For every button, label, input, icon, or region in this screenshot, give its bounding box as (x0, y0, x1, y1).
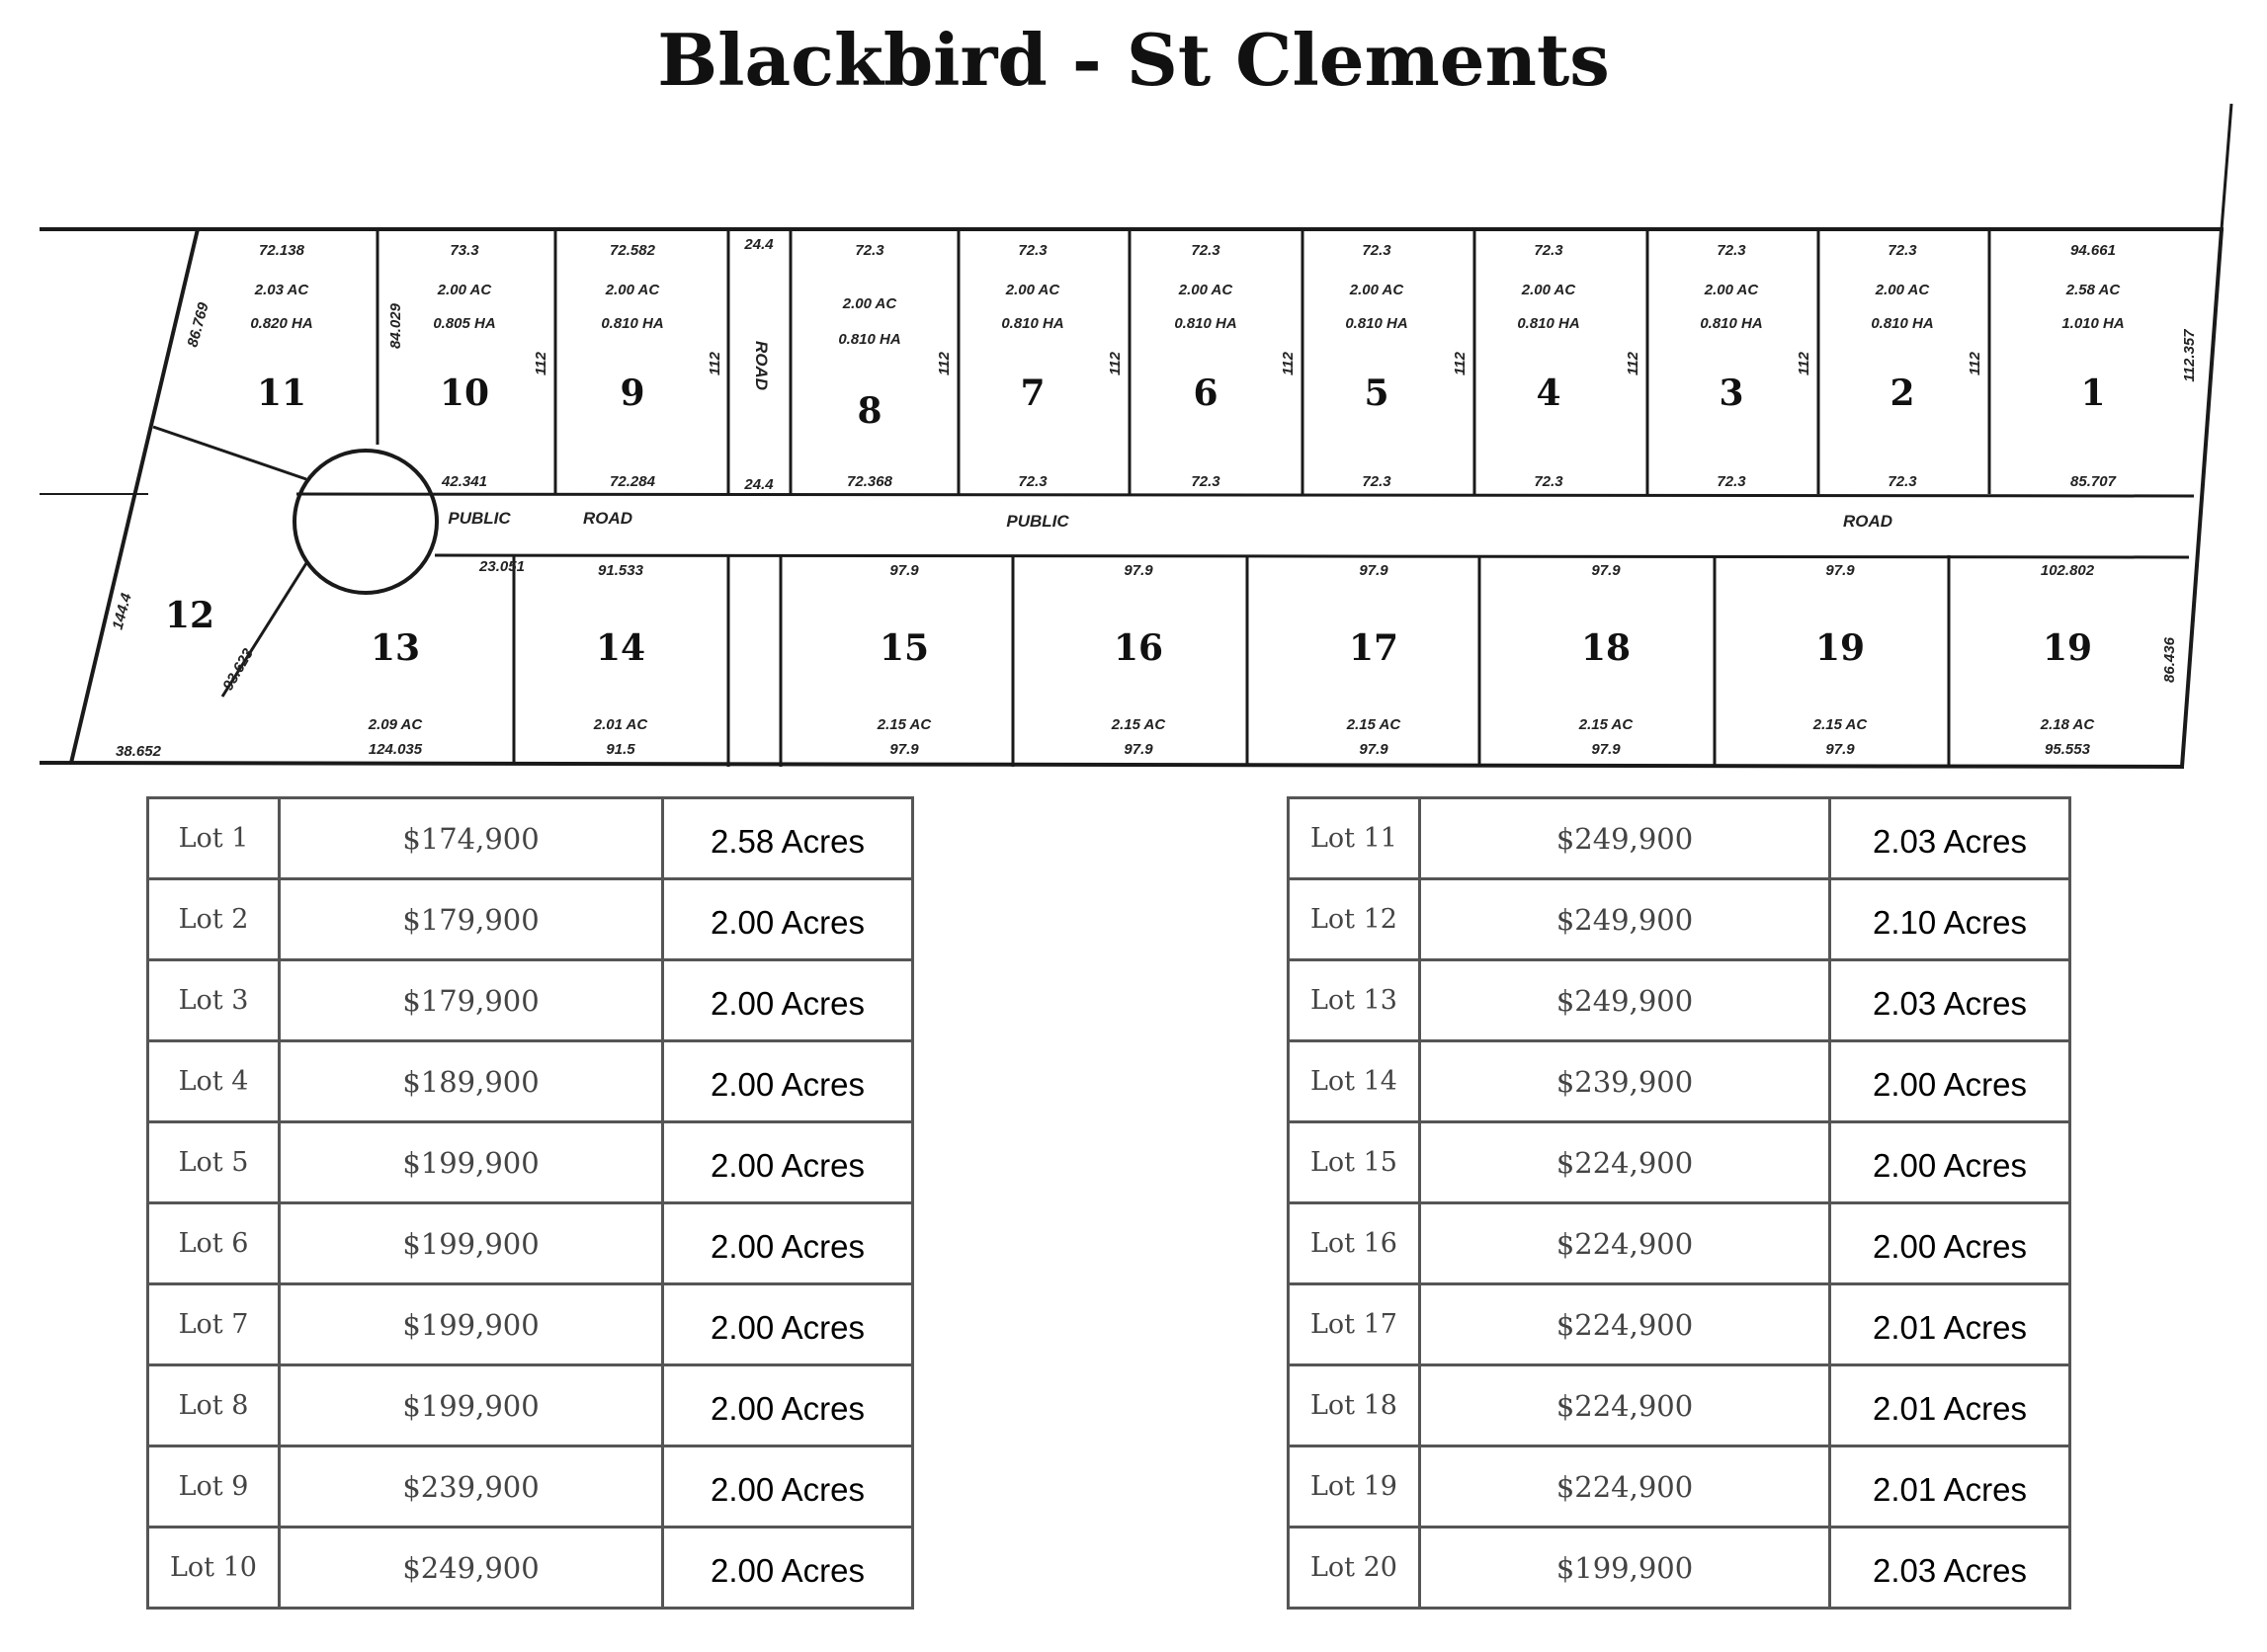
lot-area-acres: 2.00 AC (1349, 282, 1404, 298)
lot-number: 8 (857, 390, 882, 432)
lot-label: Lot 10 (148, 1528, 280, 1609)
lot-rear-dimension: 85.707 (2070, 473, 2116, 490)
road-label: PUBLIC (1006, 512, 1069, 531)
lot-area-acres: 2.00 AC (1521, 282, 1576, 298)
lot-price: $249,900 (1420, 879, 1830, 960)
lot-number: 16 (1113, 627, 1164, 669)
lot-price: $199,900 (1420, 1528, 1830, 1609)
lot-rear-dimension: 91.5 (606, 741, 635, 758)
road-label: ROAD (752, 340, 771, 391)
lot-number: 10 (439, 372, 490, 414)
lot-area-acres: 2.00 AC (1875, 282, 1930, 298)
lot-acreage: 2.03 Acres (1830, 960, 2070, 1041)
lot-area-acres: 2.01 AC (593, 716, 648, 733)
lot-label: Lot 18 (1289, 1365, 1420, 1446)
lot-label: Lot 4 (148, 1041, 280, 1122)
lot-acreage: 2.01 Acres (1830, 1365, 2070, 1446)
south-lots-group (368, 562, 2096, 758)
lot-frontage: 73.3 (450, 242, 479, 259)
lot-area-acres: 2.00 AC (1704, 282, 1759, 298)
north-lots-group (250, 242, 2124, 490)
lot-area-acres: 2.09 AC (368, 716, 423, 733)
lot-area-acres: 2.00 AC (842, 295, 897, 312)
lot-price: $224,900 (1420, 1203, 1830, 1284)
lot-depth: 112 (533, 352, 549, 375)
lot-depth: 112 (936, 352, 953, 375)
lot-label: Lot 16 (1289, 1203, 1420, 1284)
lot-area-hectares: 0.820 HA (250, 315, 313, 332)
road-label: PUBLIC (448, 509, 511, 528)
lot-label: Lot 5 (148, 1122, 280, 1203)
lot-acreage: 2.00 Acres (663, 960, 913, 1041)
lot-number: 17 (1348, 627, 1399, 669)
page-title: Blackbird - St Clements (657, 18, 1610, 102)
lot-acreage: 2.00 Acres (1830, 1203, 2070, 1284)
lot-depth: 112 (1967, 352, 1983, 375)
lot-frontage: 72.3 (1534, 242, 1563, 259)
lot-label: Lot 14 (1289, 1041, 1420, 1122)
lot-price: $249,900 (280, 1528, 663, 1609)
lot-price: $174,900 (280, 798, 663, 879)
lot-number: 13 (370, 627, 421, 669)
table-row (1289, 1041, 2070, 1122)
lot-rear-dimension: 97.9 (889, 741, 919, 758)
lot-number: 6 (1193, 372, 1218, 414)
lot-number: 19 (2042, 627, 2093, 669)
table-row (148, 960, 913, 1041)
lot-label: Lot 2 (148, 879, 280, 960)
lot-dimension: 93.623 (219, 645, 257, 694)
table-row (1289, 1446, 2070, 1528)
lot-depth: 112 (707, 352, 723, 375)
west-boundary-line (71, 229, 198, 763)
lot-number: 12 (164, 595, 215, 636)
table-row (148, 1041, 913, 1122)
lot-area-hectares: 1.010 HA (2061, 315, 2125, 332)
lot-frontage: 72.3 (855, 242, 884, 259)
lot-price: $179,900 (280, 879, 663, 960)
lot-rear-dimension: 97.9 (1591, 741, 1621, 758)
lot11-12-line (153, 427, 306, 479)
lot-depth: 112 (1796, 352, 1812, 375)
lot-depth: 112 (1625, 352, 1641, 375)
table-row (1289, 1122, 2070, 1203)
lot-number: 19 (1814, 627, 1866, 669)
lot-area-acres: 2.03 AC (254, 282, 309, 298)
lot-label: Lot 6 (148, 1203, 280, 1284)
table-row (148, 1203, 913, 1284)
lot-acreage: 2.00 Acres (1830, 1122, 2070, 1203)
south-boundary-line (40, 763, 2184, 767)
lot-dimension: 23.051 (479, 558, 525, 575)
table-row (1289, 1203, 2070, 1284)
lot-area-hectares: 0.810 HA (1700, 315, 1763, 332)
lot-frontage: 97.9 (1591, 562, 1621, 579)
lot-area-acres: 2.15 AC (1812, 716, 1868, 733)
lot-price: $224,900 (1420, 1284, 1830, 1365)
east-lot-line (2182, 229, 2222, 767)
subdivision-plan (0, 0, 2267, 790)
lot-frontage: 97.9 (1124, 562, 1153, 579)
lot-price: $199,900 (280, 1203, 663, 1284)
lot-label: Lot 12 (1289, 879, 1420, 960)
table-row (1289, 1284, 2070, 1365)
lot-acreage: 2.00 Acres (1830, 1041, 2070, 1122)
lot-price: $249,900 (1420, 960, 1830, 1041)
lot-area-hectares: 0.810 HA (1174, 315, 1237, 332)
lot-acreage: 2.00 Acres (663, 1365, 913, 1446)
road-south-edge (435, 555, 2189, 557)
table-row (148, 1365, 913, 1446)
price-table-right (1287, 796, 2071, 1610)
table-row (148, 1446, 913, 1528)
lot-price: $224,900 (1420, 1446, 1830, 1528)
lot-price: $199,900 (280, 1122, 663, 1203)
east-boundary-line (2222, 104, 2231, 229)
lot-acreage: 2.00 Acres (663, 1284, 913, 1365)
road-label: ROAD (582, 509, 633, 528)
lot-frontage: 72.3 (1717, 242, 1746, 259)
lot-rear-dimension: 72.368 (847, 473, 892, 490)
lot-price: $249,900 (1420, 798, 1830, 879)
lot-dimension: 86.436 (2161, 637, 2178, 683)
road-width-label: 24.4 (744, 236, 774, 253)
lot-rear-dimension: 72.3 (1191, 473, 1220, 490)
lot-dimension: 144.4 (109, 591, 135, 632)
lot-acreage: 2.00 Acres (663, 1528, 913, 1609)
lot-area-acres: 2.15 AC (1111, 716, 1166, 733)
lot-price: $224,900 (1420, 1122, 1830, 1203)
lot-rear-dimension: 72.3 (1362, 473, 1391, 490)
lot-frontage: 97.9 (1825, 562, 1855, 579)
lot-rear-dimension: 72.3 (1018, 473, 1048, 490)
lot-dimension: 112.357 (2181, 329, 2198, 382)
lot-acreage: 2.00 Acres (663, 1122, 913, 1203)
lot-depth: 112 (1452, 352, 1469, 375)
lot-label: Lot 7 (148, 1284, 280, 1365)
lot-acreage: 2.00 Acres (663, 1203, 913, 1284)
lot-frontage: 97.9 (889, 562, 919, 579)
table-row (148, 1122, 913, 1203)
lot-rear-dimension: 42.341 (442, 473, 487, 490)
lot-acreage: 2.01 Acres (1830, 1284, 2070, 1365)
table-row (148, 1284, 913, 1365)
lot-frontage: 72.138 (259, 242, 304, 259)
lot-number: 15 (879, 627, 930, 669)
cul-de-sac (294, 451, 437, 593)
lot-area-hectares: 0.810 HA (601, 315, 664, 332)
lot-area-acres: 2.15 AC (1346, 716, 1401, 733)
lot-area-hectares: 0.810 HA (1345, 315, 1408, 332)
lot-number: 2 (1889, 372, 1915, 414)
lot-area-hectares: 0.810 HA (1871, 315, 1934, 332)
lot-depth: 112 (1107, 352, 1124, 375)
lot-label: Lot 3 (148, 960, 280, 1041)
lot-area-acres: 2.00 AC (1005, 282, 1060, 298)
lot-acreage: 2.03 Acres (1830, 798, 2070, 879)
lot-frontage: 72.3 (1191, 242, 1220, 259)
road-north-edge (296, 494, 2194, 496)
lot-rear-dimension: 72.3 (1717, 473, 1746, 490)
lot-rear-dimension: 97.9 (1359, 741, 1388, 758)
lot-number: 14 (595, 627, 646, 669)
lot-area-hectares: 0.805 HA (433, 315, 496, 332)
lot-label: Lot 17 (1289, 1284, 1420, 1365)
lot-number: 11 (256, 372, 307, 414)
table-row (1289, 1365, 2070, 1446)
lot-area-acres: 2.00 AC (1178, 282, 1233, 298)
lot-dimension: 84.029 (387, 303, 404, 349)
lot-area-acres: 2.00 AC (605, 282, 660, 298)
table-row (1289, 1528, 2070, 1609)
table-row (1289, 960, 2070, 1041)
lot-acreage: 2.00 Acres (663, 1446, 913, 1528)
lot-acreage: 2.58 Acres (663, 798, 913, 879)
lot-price: $239,900 (280, 1446, 663, 1528)
lot-price: $224,900 (1420, 1365, 1830, 1446)
lot-label: Lot 13 (1289, 960, 1420, 1041)
lot-number: 1 (2080, 372, 2106, 414)
lot-rear-dimension: 72.3 (1534, 473, 1563, 490)
lot-label: Lot 15 (1289, 1122, 1420, 1203)
lot-price: $239,900 (1420, 1041, 1830, 1122)
lot-area-acres: 2.15 AC (877, 716, 932, 733)
road-width-label: 24.4 (744, 476, 774, 493)
lot-number: 3 (1719, 372, 1744, 414)
lot-rear-dimension: 97.9 (1825, 741, 1855, 758)
lot-rear-dimension: 124.035 (368, 741, 423, 758)
lot-label: Lot 11 (1289, 798, 1420, 879)
lot-frontage: 91.533 (598, 562, 643, 579)
lot-area-acres: 2.58 AC (2065, 282, 2121, 298)
lot-acreage: 2.01 Acres (1830, 1446, 2070, 1528)
lot-frontage: 72.3 (1888, 242, 1917, 259)
lot-number: 18 (1580, 627, 1632, 669)
lot-rear-dimension: 72.3 (1888, 473, 1917, 490)
lot-acreage: 2.10 Acres (1830, 879, 2070, 960)
table-row (148, 798, 913, 879)
lot-acreage: 2.00 Acres (663, 1041, 913, 1122)
lot-price: $179,900 (280, 960, 663, 1041)
lot-acreage: 2.03 Acres (1830, 1528, 2070, 1609)
table-row (148, 879, 913, 960)
lot-frontage: 72.582 (610, 242, 655, 259)
lot-area-acres: 2.15 AC (1578, 716, 1634, 733)
road-label: ROAD (1842, 512, 1893, 531)
lot-number: 9 (620, 372, 645, 414)
lot-price: $199,900 (280, 1284, 663, 1365)
table-row (1289, 879, 2070, 960)
lot-label: Lot 9 (148, 1446, 280, 1528)
lot-number: 7 (1020, 372, 1046, 414)
lot-price: $199,900 (280, 1365, 663, 1446)
lot-label: Lot 20 (1289, 1528, 1420, 1609)
lot-area-hectares: 0.810 HA (1001, 315, 1064, 332)
table-row (148, 1528, 913, 1609)
lot-label: Lot 1 (148, 798, 280, 879)
lot-depth: 112 (1280, 352, 1297, 375)
lot-label: Lot 8 (148, 1365, 280, 1446)
lot-number: 4 (1536, 372, 1561, 414)
lot-frontage: 102.802 (2040, 562, 2095, 579)
lot-dimension: 38.652 (116, 743, 161, 760)
lot-area-hectares: 0.810 HA (1517, 315, 1580, 332)
lot-area-acres: 2.18 AC (2040, 716, 2095, 733)
lot-frontage: 72.3 (1362, 242, 1391, 259)
lot-frontage: 94.661 (2070, 242, 2116, 259)
lot-area-acres: 2.00 AC (437, 282, 492, 298)
lot-frontage: 72.3 (1018, 242, 1048, 259)
lot-number: 5 (1364, 372, 1389, 414)
lot-area-hectares: 0.810 HA (838, 331, 901, 348)
lot-acreage: 2.00 Acres (663, 879, 913, 960)
lot-frontage: 97.9 (1359, 562, 1388, 579)
lot-price: $189,900 (280, 1041, 663, 1122)
lot-rear-dimension: 95.553 (2045, 741, 2090, 758)
table-row (1289, 798, 2070, 879)
lot-rear-dimension: 97.9 (1124, 741, 1153, 758)
price-table-left (146, 796, 914, 1610)
lot-label: Lot 19 (1289, 1446, 1420, 1528)
lot-rear-dimension: 72.284 (610, 473, 655, 490)
lot-dimension: 86.769 (184, 300, 212, 350)
